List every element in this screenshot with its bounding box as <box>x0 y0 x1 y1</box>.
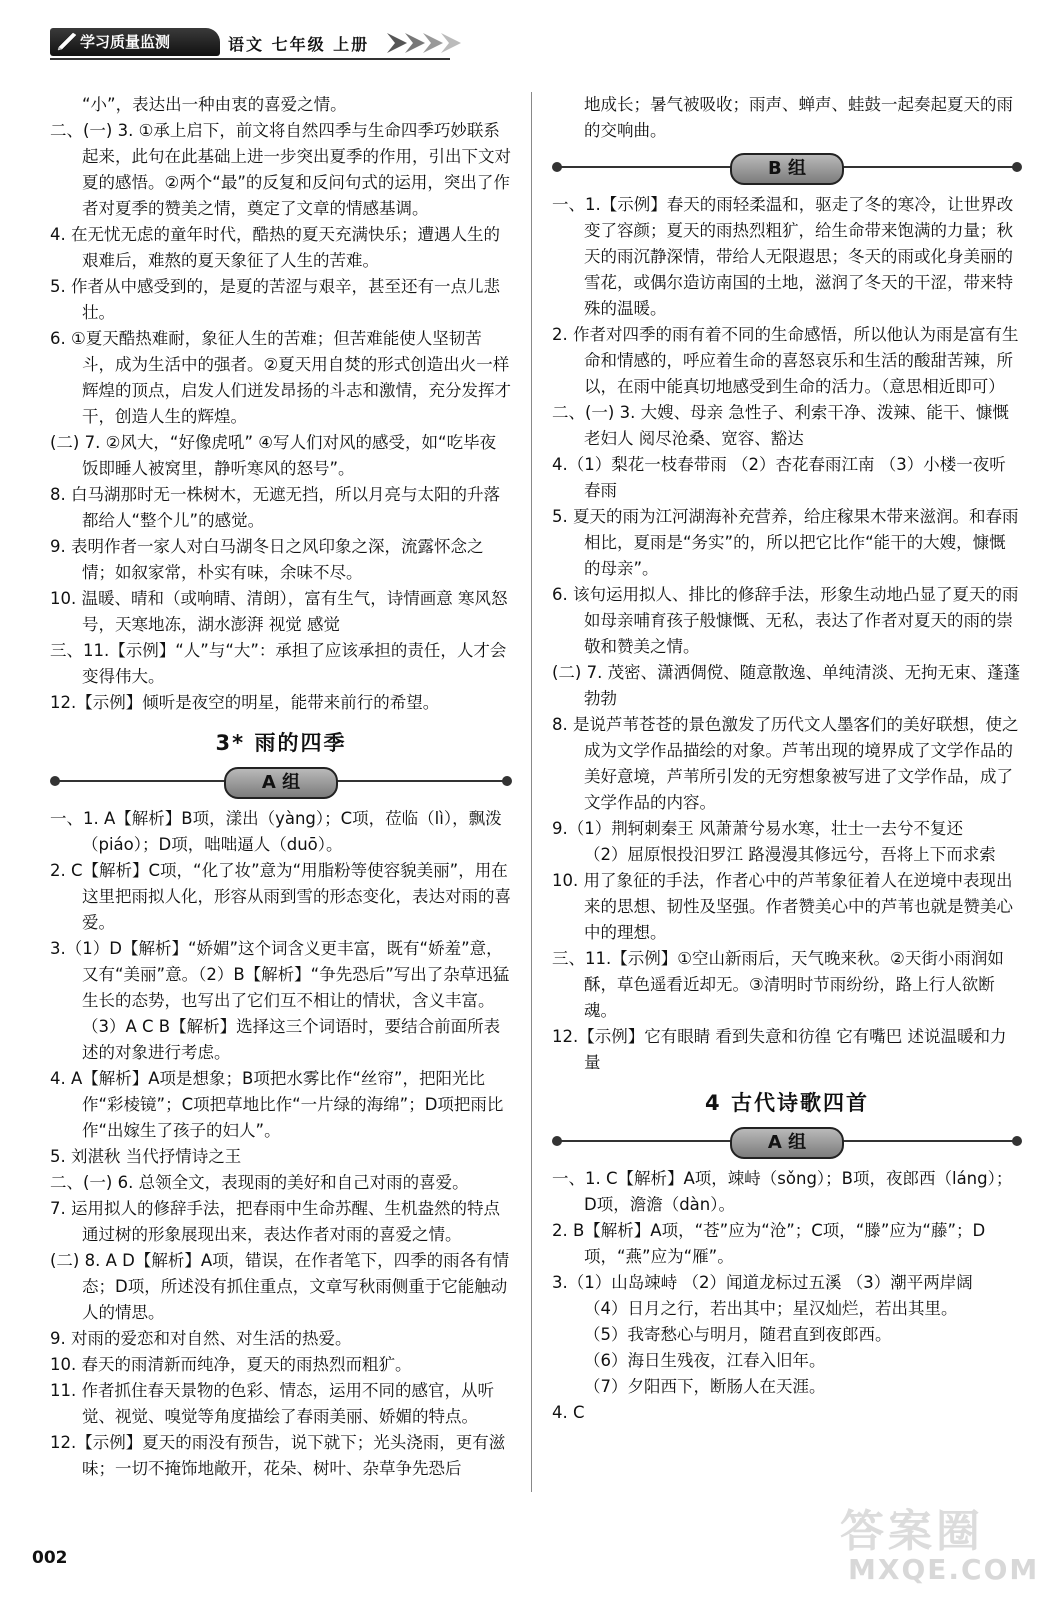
answer-item: 11. 作者抓住春天景物的色彩、情态，运用不同的感官，从听觉、视觉、嗅觉等角度描绘了春雨美丽、娇媚的特点。 <box>50 1381 494 1426</box>
answer-item: 2. 作者对四季的雨有着不同的生命感悟，所以他认为雨是富有生命和情感的，呼应着生命的喜怒哀乐和生活的酸甜苦辣，所以，在雨中能真切地感受到生命的活力。（意思相近即可） <box>552 325 1019 396</box>
answer-item: （4）日月之行，若出其中；星汉灿烂，若出其里。 <box>584 1299 958 1318</box>
answer-item: 4. 在无忧无虑的童年时代，酷热的夏天充满快乐；遭遇人生的艰难后，难熬的夏天象征了人生的苦难。 <box>50 225 500 270</box>
answer-item: 5. 作者从中感受到的，是夏的苦涩与艰辛，甚至还有一点儿悲壮。 <box>50 277 500 322</box>
answer-item: 10. 春天的雨清新而纯净，夏天的雨热烈而粗犷。 <box>50 1355 412 1374</box>
right-answers <box>552 92 1022 144</box>
page-header <box>50 22 470 62</box>
answer-item: 9. 表明作者一家人对白马湖冬日之风印象之深，流露怀念之情；如叙家常，朴实有味，余味不尽。 <box>50 537 484 582</box>
group-b-banner <box>552 150 1022 184</box>
pen-icon <box>56 32 78 52</box>
page-number: 002 <box>32 1548 68 1568</box>
answer-item: 4.（1）梨花一枝春带雨 （2）杏花春雨江南 （3）小楼一夜听春雨 <box>552 455 1006 500</box>
right-answers-section4 <box>552 1166 1022 1426</box>
answer-item: 一、1. C【解析】A项，竦峙（sǒng）；B项，夜郎西（láng）；D项，澹澹（dàn）。 <box>552 1169 1013 1214</box>
answer-item: 3.（1）D【解析】“娇媚”这个词含义更丰富，既有“娇羞”意，又有“美丽”意。（2）B【解析】“争先恐后”写出了杂草迅猛生长的态势，也写出了它们互不相让的情状，含义丰富。（3）A C B【解析】选择这三个词语时，要结合前面所表述的对象进行考虑。 <box>50 939 510 1062</box>
left-answers <box>50 92 512 716</box>
answer-item: 二、(一) 3. ①承上启下，前文将自然四季与生命四季巧妙联系起来，此句在此基础上进一步突出夏季的作用，引出下文对夏的感悟。②两个“最”的反复和反问句式的运用，突出了作者对夏季的赞美之情，奠定了文章的情感基调。 <box>50 121 511 218</box>
column-divider <box>531 92 532 1492</box>
group-a-label: A 组 <box>224 767 338 799</box>
answer-item: 12.【示例】倾听是夜空的明星，能带来前行的希望。 <box>50 693 440 712</box>
group-a-banner <box>50 764 512 798</box>
answer-item: 7. 运用拟人的修辞手法，把春雨中生命苏醒、生机盎然的特点通过树的形象展现出来，表达作者对雨的喜爱之情。 <box>50 1199 500 1244</box>
answer-item: (二) 7. ②风大，“好像虎吼” ④写人们对风的感受，如“吃毕夜饭即睡人被窝里，静听寒风的怒号”。 <box>50 433 497 478</box>
header-subject: 语文 七年级 上册 <box>228 35 370 54</box>
answer-item: 3.（1）山岛竦峙 （2）闻道龙标过五溪 （3）潮平两岸阔 <box>552 1273 973 1292</box>
answer-item: 8. 是说芦苇苍苍的景色激发了历代文人墨客们的美好联想，使之成为文学作品描绘的对象。芦苇出现的境界成了文学作品的美好意境，芦苇所引发的无穷想象被写进了文学作品，成了文学作品的内容。 <box>552 715 1019 812</box>
answer-item: （5）我寄愁心与明月，随君直到夜郎西。 <box>584 1325 892 1344</box>
answer-item: (二) 8. A D【解析】A项，错误，在作者笔下，四季的雨各有情态；D项，所述没有抓住重点，文章写秋雨侧重于它能触动人的情思。 <box>50 1251 510 1322</box>
answer-item: （6）海日生残夜，江春入旧年。 <box>584 1351 826 1370</box>
header-badge <box>50 28 220 56</box>
section-title-3: 3* 雨的四季 <box>215 731 347 755</box>
answer-item: 一、1.【示例】春天的雨轻柔温和，驱走了冬的寒冷，让世界改变了容颜；夏天的雨热烈粗犷，给生命带来饱满的力量；秋天的雨沉静深情，带给人无限遐思；冬天的雨或化身美丽的雪花，或偶尔造访南国的土地，滋润了冬天的干涩，带来特殊的温暖。 <box>552 195 1014 318</box>
watermark-logo <box>840 1495 1040 1590</box>
section-title-4: 4 古代诗歌四首 <box>705 1091 869 1115</box>
left-answers-section3 <box>50 806 512 1482</box>
answer-item: 9. 对雨的爱恋和对自然、对生活的热爱。 <box>50 1329 352 1348</box>
chevron-arrows-icon <box>385 30 495 56</box>
answer-item: （7）夕阳西下，断肠人在天涯。 <box>584 1377 826 1396</box>
header-rule <box>50 58 450 60</box>
watermark-top: 答案圈 <box>840 1506 984 1557</box>
answer-item: 10. 用了象征的手法，作者心中的芦苇象征着人在逆境中表现出来的思想、韧性及坚强。作者赞美心中的芦苇也就是赞美心中的理想。 <box>552 871 1013 942</box>
right-answers-groupb <box>552 192 1022 1076</box>
watermark-bottom: MXQE.COM <box>848 1553 1040 1586</box>
answer-item: 二、(一) 3. 大嫂、母亲 急性子、利索干净、泼辣、能干、慷慨 老妇人 阅尽沧桑、宽容、豁达 <box>552 403 1009 448</box>
group-a-label-4: A 组 <box>730 1127 844 1159</box>
answer-item: 2. B【解析】A项，“苍”应为“沧”；C项，“滕”应为“藤”；D项，“燕”应为“雁”。 <box>552 1221 986 1266</box>
left-column <box>50 92 512 1482</box>
answer-item: 5. 夏天的雨为江河湖海补充营养，给庄稼果木带来滋润。和春雨相比，夏雨是“务实”的，所以把它比作“能干的大嫂，慷慨的母亲”。 <box>552 507 1019 578</box>
right-column <box>552 92 1022 1426</box>
answer-item: 三、11.【示例】①空山新雨后，天气晚来秋。②天街小雨润如酥，草色遥看近却无。③清明时节雨纷纷，路上行人欲断魂。 <box>552 949 1004 1020</box>
answer-item: 二、(一) 6. 总领全文，表现雨的美好和自己对雨的喜爱。 <box>50 1173 469 1192</box>
answer-item: 5. 刘湛秋 当代抒情诗之王 <box>50 1147 242 1166</box>
answer-item: 6. 该句运用拟人、排比的修辞手法，形象生动地凸显了夏天的雨如母亲哺育孩子般慷慨、无私，表达了作者对夏天的雨的崇敬和赞美之情。 <box>552 585 1019 656</box>
answer-item: (二) 7. 茂密、潇洒倜傥、随意散逸、单纯清淡、无拘无束、蓬蓬勃勃 <box>552 663 1021 708</box>
answer-item: 三、11.【示例】“人”与“大”：承担了应该承担的责任，人才会变得伟大。 <box>50 641 507 686</box>
answer-item: 2. C【解析】C项，“化了妆”意为“用脂粉等使容貌美丽”，用在这里把雨拟人化，形容从雨到雪的形态变化，表达对雨的喜爱。 <box>50 861 511 932</box>
answer-item: 地成长；暑气被吸收；雨声、蝉声、蛙鼓一起奏起夏天的雨的交响曲。 <box>584 95 1013 140</box>
answer-item: 10. 温暖、晴和（或响晴、清朗），富有生气，诗情画意 寒风怒号，天寒地冻，湖水澎湃 视觉 感觉 <box>50 589 508 634</box>
answer-item: 8. 白马湖那时无一株树木，无遮无挡，所以月亮与太阳的升落都给人“整个儿”的感觉。 <box>50 485 500 530</box>
answer-item: 12.【示例】它有眼睛 看到失意和彷徨 它有嘴巴 述说温暖和力量 <box>552 1027 1007 1072</box>
answer-item: 一、1. A【解析】B项，漾出（yàng）；C项，莅临（lì），飘泼（piáo）；D项，咄咄逼人（duō）。 <box>50 809 502 854</box>
answer-item: 6. ①夏天酷热难耐，象征人生的苦难；但苦难能使人坚韧苦斗，成为生活中的强者。②夏天用自焚的形式创造出火一样辉煌的顶点，启发人们迸发昂扬的斗志和激情，充分发挥才干，创造人生的辉煌。 <box>50 329 511 426</box>
answer-item: 4. A【解析】A项是想象；B项把水雾比作“丝帘”，把阳光比作“彩棱镜”；C项把草地比作“一片绿的海绵”；D项把雨比作“出嫁生了孩子的妇人”。 <box>50 1069 504 1140</box>
answer-item: （2）屈原恨投汨罗江 路漫漫其修远兮，吾将上下而求索 <box>584 845 996 864</box>
answer-item: “小”，表达出一种由衷的喜爱之情。 <box>82 95 347 114</box>
group-b-label: B 组 <box>730 153 844 185</box>
group-a-banner-4 <box>552 1124 1022 1158</box>
answer-item: 4. C <box>552 1403 585 1422</box>
answer-item: 12.【示例】夏天的雨没有预告，说下就下；光头浇雨，更有滋味；一切不掩饰地敞开，花朵、树叶、杂草争先恐后 <box>50 1433 506 1478</box>
answer-item: 9.（1）荆轲刺秦王 风萧萧兮易水寒，壮士一去兮不复还 <box>552 819 963 838</box>
header-badge-text: 学习质量监测 <box>80 33 171 51</box>
